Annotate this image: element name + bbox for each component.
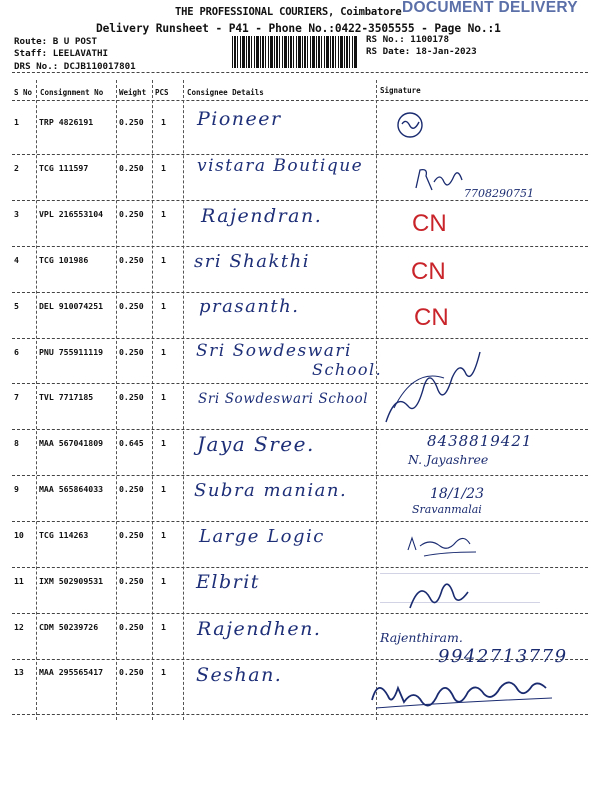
row-consignee-handwritten: Pioneer (197, 108, 282, 130)
row-sno: 13 (14, 667, 24, 677)
row-consignee-handwritten: Elbrit (196, 571, 260, 593)
signature-scribble (366, 676, 576, 716)
row-separator (12, 429, 588, 430)
row-consignment-no: VPL 216553104 (39, 209, 104, 219)
col-divider (376, 80, 377, 720)
signature-note: 7708290751 (464, 187, 534, 200)
row-sno: 10 (14, 530, 24, 540)
row-consignment-no: PNU 755911119 (39, 347, 104, 357)
table-top-rule (12, 72, 588, 73)
staff-label: Staff: LEELAVATHI (14, 48, 109, 59)
row-pcs: 1 (161, 209, 166, 219)
signature-scribble (404, 532, 484, 562)
rs-date: RS Date: 18-Jan-2023 (366, 46, 477, 57)
row-consignment-no: TRP 4826191 (39, 117, 94, 127)
row-consignee-handwritten: vistara Boutique (197, 156, 364, 176)
row-weight: 0.250 (119, 301, 144, 311)
signature-phone: 8438819421 (427, 432, 533, 450)
col-sno-header: S No (14, 88, 33, 97)
rs-number: RS No.: 1100178 (366, 34, 449, 45)
row-weight: 0.645 (119, 438, 144, 448)
row-consignee-handwritten-line2: School. (312, 360, 383, 379)
row-separator (12, 154, 588, 155)
row-pcs: 1 (161, 117, 166, 127)
row-consignment-no: MAA 295565417 (39, 667, 104, 677)
row-weight: 0.250 (119, 392, 144, 402)
signature-name: Rajenthiram. (380, 630, 463, 645)
row-pcs: 1 (161, 530, 166, 540)
row-weight: 0.250 (119, 530, 144, 540)
signature-cn-mark: CN (414, 304, 449, 331)
signature-scribble (380, 348, 490, 428)
row-weight: 0.250 (119, 209, 144, 219)
col-pcs-header: PCS (155, 88, 169, 97)
signature-scribble (412, 164, 472, 192)
col-consignee-header: Consignee Details (187, 88, 264, 97)
row-pcs: 1 (161, 484, 166, 494)
row-consignee-handwritten: Sri Sowdeswari School (198, 391, 369, 407)
row-pcs: 1 (161, 163, 166, 173)
row-weight: 0.250 (119, 255, 144, 265)
row-separator (12, 338, 588, 339)
row-consignee-handwritten: Sri Sowdeswari (196, 341, 352, 361)
col-consignment-header: Consignment No (40, 88, 104, 97)
row-consignment-no: TVL 7717185 (39, 392, 94, 402)
signature-phone: 9942713779 (438, 646, 568, 667)
row-sno: 8 (14, 438, 19, 448)
drs-number: DRS No.: DCJB110017801 (14, 61, 136, 72)
row-pcs: 1 (161, 255, 166, 265)
row-separator (12, 613, 588, 614)
route-label: Route: B U POST (14, 36, 97, 47)
signature-name: Sravanmalai (412, 503, 482, 516)
row-consignment-no: DEL 910074251 (39, 301, 104, 311)
row-sno: 9 (14, 484, 19, 494)
row-consignee-handwritten: Rajendhen. (197, 618, 322, 640)
row-consignment-no: TCG 114263 (39, 530, 89, 540)
row-pcs: 1 (161, 667, 166, 677)
row-weight: 0.250 (119, 117, 144, 127)
signature-name: N. Jayashree (408, 452, 489, 467)
signature-scribble (404, 578, 476, 618)
row-consignment-no: CDM 50239726 (39, 622, 99, 632)
signature-cn-mark: CN (411, 258, 446, 285)
row-separator (12, 383, 588, 384)
row-sno: 7 (14, 392, 19, 402)
row-consignment-no: TCG 101986 (39, 255, 89, 265)
row-weight: 0.250 (119, 667, 144, 677)
row-sno: 1 (14, 117, 19, 127)
row-weight: 0.250 (119, 622, 144, 632)
row-separator (12, 567, 588, 568)
row-sno: 11 (14, 576, 24, 586)
signature-cn-mark: CN (412, 210, 447, 237)
col-signature-header: Signature (380, 86, 421, 95)
row-pcs: 1 (161, 622, 166, 632)
row-separator (12, 292, 588, 293)
row-weight: 0.250 (119, 347, 144, 357)
header-bottom-rule (12, 100, 588, 101)
runsheet-company-title: THE PROFESSIONAL COURIERS, Coimbatore (175, 6, 402, 18)
row-consignment-no: TCG 111597 (39, 163, 89, 173)
row-separator (12, 200, 588, 201)
row-sno: 4 (14, 255, 19, 265)
row-consignee-handwritten: prasanth. (199, 296, 300, 317)
row-pcs: 1 (161, 438, 166, 448)
row-pcs: 1 (161, 347, 166, 357)
row-sno: 12 (14, 622, 24, 632)
row-weight: 0.250 (119, 163, 144, 173)
signature-scribble (394, 108, 428, 142)
signature-date: 18/1/23 (430, 486, 484, 502)
row-separator (12, 246, 588, 247)
row-pcs: 1 (161, 576, 166, 586)
row-pcs: 1 (161, 392, 166, 402)
barcode-image (232, 36, 358, 68)
row-consignee-handwritten: Jaya Sree. (197, 432, 315, 456)
row-sno: 3 (14, 209, 19, 219)
row-pcs: 1 (161, 301, 166, 311)
col-divider (36, 80, 37, 720)
col-divider (116, 80, 117, 720)
row-weight: 0.250 (119, 484, 144, 494)
row-consignment-no: MAA 567041809 (39, 438, 104, 448)
runsheet-subtitle: Delivery Runsheet - P41 - Phone No.:0422-3505555 - Page No.:1 (96, 22, 501, 35)
row-consignee-handwritten: Rajendran. (201, 205, 323, 227)
row-consignee-handwritten: Large Logic (199, 526, 325, 547)
row-separator (12, 475, 588, 476)
row-separator (12, 521, 588, 522)
col-divider (183, 80, 184, 720)
row-weight: 0.250 (119, 576, 144, 586)
row-consignee-handwritten: sri Shakthi (194, 251, 310, 272)
row-consignment-no: IXM 502909531 (39, 576, 104, 586)
col-weight-header: Weight (119, 88, 147, 97)
row-consignee-handwritten: Subra manian. (194, 480, 348, 501)
row-sno: 5 (14, 301, 19, 311)
document-delivery-stamp: DOCUMENT DELIVERY (402, 0, 578, 16)
row-consignment-no: MAA 565864033 (39, 484, 104, 494)
col-divider (152, 80, 153, 720)
row-consignee-handwritten: Seshan. (196, 664, 283, 686)
row-sno: 6 (14, 347, 19, 357)
row-sno: 2 (14, 163, 19, 173)
